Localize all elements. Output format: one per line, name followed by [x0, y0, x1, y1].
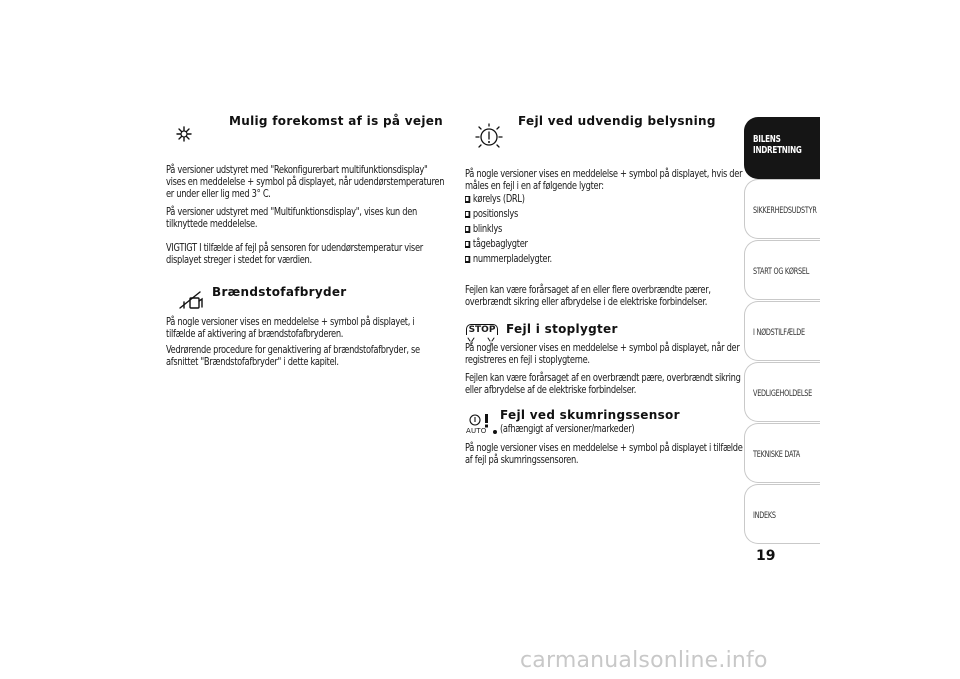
- text-line: På nogle versioner vises en meddelelse + symbol på displayet, hvis der: [465, 168, 743, 180]
- exterior-light-fault-icon: [472, 122, 506, 152]
- tab-label: VEDLIGEHOLDELSE: [753, 389, 813, 399]
- heading-fuel-cutoff: Brændstofafbryder: [212, 285, 347, 299]
- list-item: [465, 253, 552, 265]
- paragraph-dusk-1: [465, 442, 780, 466]
- text-line: På nogle versioner vises en meddelelse + symbol på displayet i tilfælde: [465, 442, 743, 454]
- list-item: [465, 223, 552, 235]
- text-line: af fejl på skumringssensoren.: [465, 454, 579, 466]
- paragraph-fuel-2: [166, 344, 454, 368]
- fuel-cutoff-icon: [178, 288, 204, 310]
- paragraph-stop-1: [465, 342, 777, 366]
- heading-stop-lights: Fejl i stoplygter: [506, 322, 618, 336]
- text-line: På nogle versioner vises en meddelelse + symbol på displayet, i: [166, 316, 415, 328]
- text-line: Fejlen kan være forårsaget af en eller flere overbrændte pærer,: [465, 284, 711, 296]
- text-line: VIGTIGT I tilfælde af fejl på sensoren for udendørstemperatur viser: [166, 242, 423, 254]
- list-item: [465, 238, 552, 250]
- tab-label: I NØDSTILFÆLDE: [753, 328, 805, 338]
- bullet-icon: [465, 196, 470, 203]
- text-line: måles en fejl i en af følgende lygter:: [465, 180, 604, 192]
- heading-exterior-lights: Fejl ved udvendig belysning: [518, 114, 716, 128]
- bullet-icon: [465, 226, 470, 233]
- text-line: På versioner udstyret med "Rekonfigurerbart multifunktionsdisplay": [166, 164, 428, 176]
- subtitle-dusk-sensor: [500, 423, 653, 435]
- heading-dusk-sensor: Fejl ved skumringssensor: [500, 408, 680, 422]
- text-line: vises en meddelelse + symbol på displayet, når udendørstemperaturen: [166, 176, 445, 188]
- bullet-icon: [465, 241, 470, 248]
- tab-start-og-korsel[interactable]: [744, 240, 820, 300]
- auto-label: AUTO: [466, 427, 487, 435]
- text-line: displayet streger i stedet for værdien.: [166, 254, 312, 266]
- list-item-text: blinklys: [472, 223, 503, 235]
- list-item-text: nummerpladelygter.: [472, 253, 552, 265]
- text-line: Vedrørende procedure for genaktivering af brændstofafbryder, se: [166, 344, 420, 356]
- page-number: 19: [756, 548, 776, 564]
- watermark: carmanualsonline.info: [520, 648, 768, 673]
- tab-label: INDEKS: [753, 511, 776, 521]
- tab-label: START OG KØRSEL: [753, 267, 810, 277]
- bulb-icon: [466, 412, 490, 428]
- paragraph-ice-2: [166, 206, 451, 230]
- tab-bilens-indretning[interactable]: [744, 117, 820, 179]
- text-line: På nogle versioner vises en meddelelse + symbol på displayet, når der: [465, 342, 740, 354]
- tab-label: SIKKERHEDSUDSTYR: [753, 206, 817, 216]
- lamp-list: [465, 193, 564, 265]
- text-line: eller afbrydelse af de elektriske forbindelser.: [465, 384, 637, 396]
- list-item-text: tågebaglygter: [472, 238, 528, 250]
- paragraph-ice-3: [166, 242, 458, 266]
- paragraph-lights-2: [465, 284, 744, 308]
- text-line: afsnittet "Brændstofafbryder" i dette kapitel.: [166, 356, 339, 368]
- tab-i-nodstilfaelde[interactable]: [744, 301, 820, 361]
- text-line: overbrændt sikring eller afbrydelse i de elektriske forbindelser.: [465, 296, 708, 308]
- bullet-icon: [465, 211, 470, 218]
- paragraph-fuel-1: [166, 316, 448, 340]
- tab-vedligeholdelse[interactable]: [744, 362, 820, 422]
- dot-icon: [493, 430, 497, 434]
- heading-ice-warning: Mulig forekomst af is på vejen: [229, 114, 444, 128]
- list-item: [465, 193, 552, 205]
- bullet-icon: [465, 256, 470, 263]
- list-item-text: positionslys: [472, 208, 519, 220]
- tab-sikkerhedsudstyr[interactable]: [744, 179, 820, 239]
- paragraph-lights-1: [465, 168, 780, 192]
- text-line: På versioner udstyret med "Multifunktionsdisplay", vises kun den: [166, 206, 417, 218]
- tab-label: BILENS INDRETNING: [753, 134, 802, 156]
- text-line: tilfælde af aktivering af brændstofafbryderen.: [166, 328, 344, 340]
- paragraph-ice-1: [166, 164, 482, 200]
- list-item: [465, 208, 552, 220]
- text-line: Fejlen kan være forårsaget af en overbrændt pære, overbrændt sikring: [465, 372, 741, 384]
- list-item-text: kørelys (DRL): [472, 193, 525, 205]
- text-line: er under eller lig med 3° C.: [166, 188, 271, 200]
- dusk-sensor-fault-icon: [466, 412, 500, 438]
- snowflake-icon: [176, 126, 192, 142]
- text-line: (afhængigt af versioner/markeder): [500, 423, 635, 435]
- stop-label: STOP: [466, 324, 498, 335]
- text-line: registreres en fejl i stoplygterne.: [465, 354, 590, 366]
- text-line: tilknyttede meddelelse.: [166, 218, 258, 230]
- paragraph-stop-2: [465, 372, 778, 396]
- tab-tekniske-data[interactable]: [744, 423, 820, 483]
- tab-indeks[interactable]: [744, 484, 820, 544]
- tab-label: TEKNISKE DATA: [753, 450, 800, 460]
